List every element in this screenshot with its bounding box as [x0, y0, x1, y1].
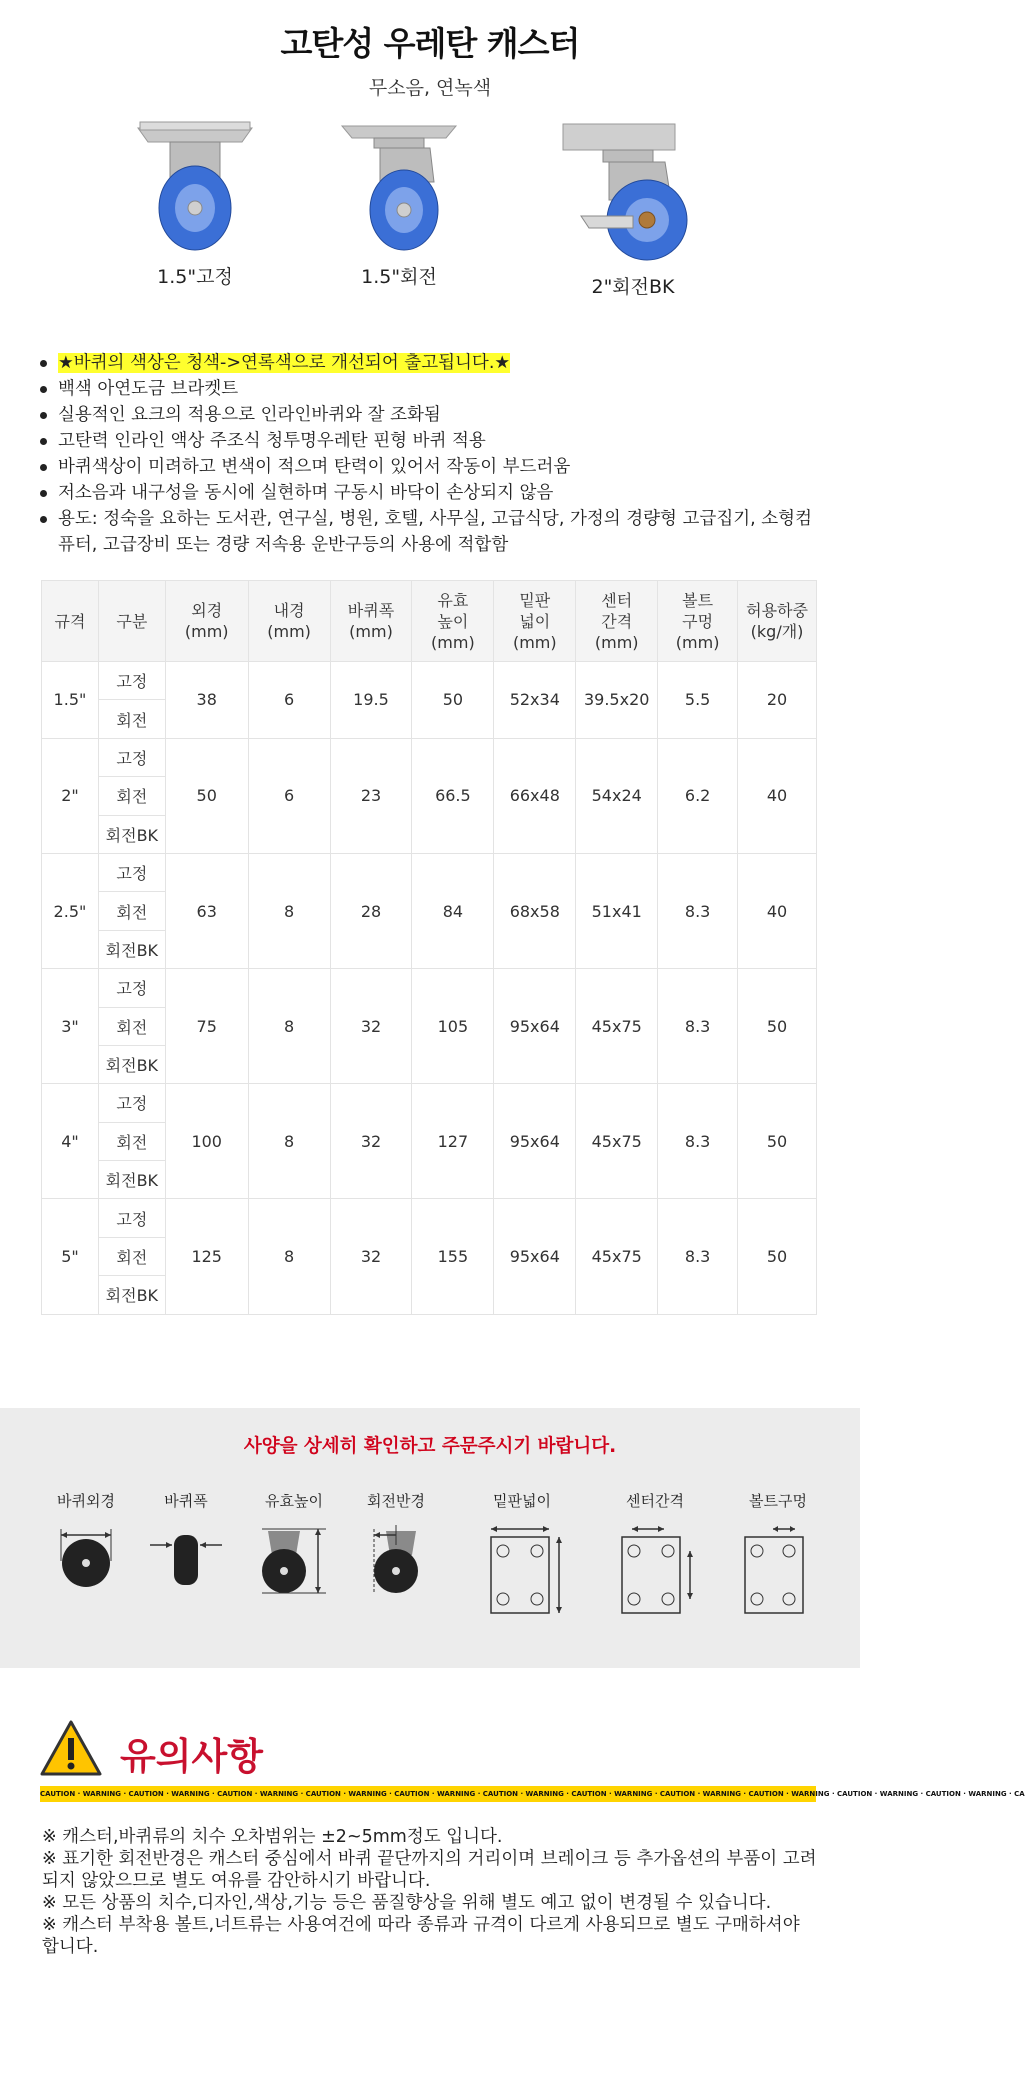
- spec-value-cell: 38: [165, 662, 248, 739]
- swivel-radius-icon: [356, 1521, 436, 1601]
- spec-value-cell: 19.5: [330, 662, 412, 739]
- spec-value-cell: 40: [738, 853, 817, 968]
- guide-item-swivel-radius: [356, 1490, 436, 1601]
- spec-type-cell: 회전: [98, 777, 165, 815]
- effective-height-icon: [254, 1521, 334, 1601]
- spec-type-cell: 고정: [98, 1199, 165, 1237]
- spec-type-cell: 고정: [98, 1084, 165, 1122]
- spec-value-cell: 66.5: [412, 738, 494, 853]
- spec-type-cell: 고정: [98, 969, 165, 1007]
- spec-column-header: 구분: [98, 581, 165, 662]
- fixed-caster-image: [130, 116, 260, 254]
- feature-item-highlight: ★바퀴의 색상은 청색->연록색으로 개선되어 출고됩니다.★: [40, 350, 820, 376]
- spec-table-body: [42, 662, 817, 1315]
- spec-value-cell: 155: [412, 1199, 494, 1314]
- spec-row: [42, 738, 817, 776]
- spec-column-header: 밑판 넓이 (mm): [494, 581, 576, 662]
- spec-value-cell: 6: [248, 738, 330, 853]
- spec-value-cell: 50: [165, 738, 248, 853]
- spec-row: [42, 1084, 817, 1122]
- spec-type-cell: 고정: [98, 738, 165, 776]
- spec-value-cell: 6.2: [658, 738, 738, 853]
- spec-value-cell: 8.3: [658, 1084, 738, 1199]
- caution-title: 유의사항: [120, 1735, 263, 1778]
- spec-value-cell: 32: [330, 1199, 412, 1314]
- spec-value-cell: 50: [738, 1199, 817, 1314]
- spec-value-cell: 45x75: [576, 1199, 658, 1314]
- spec-row: [42, 662, 817, 700]
- page-title: 고탄성 우레탄 캐스터: [280, 24, 580, 63]
- spec-value-cell: 8: [248, 1084, 330, 1199]
- spec-value-cell: 50: [412, 662, 494, 739]
- spec-type-cell: 회전: [98, 1237, 165, 1275]
- spec-value-cell: 50: [738, 969, 817, 1084]
- feature-item: 저소음과 내구성을 동시에 실현하며 구동시 바닥이 손상되지 않음: [40, 480, 820, 506]
- spec-value-cell: 32: [330, 1084, 412, 1199]
- product-caption: 2"회전BK: [591, 276, 675, 298]
- spec-value-cell: 52x34: [494, 662, 576, 739]
- spec-value-cell: 105: [412, 969, 494, 1084]
- spec-row: [42, 1199, 817, 1237]
- feature-item: 용도: 정숙을 요하는 도서관, 연구실, 병원, 호텔, 사무실, 고급식당, 가정의 경량형 고급집기, 소형컴퓨터, 고급장비 또는 경량 저속용 운반구등의 사용에 적합함: [40, 506, 820, 558]
- spec-value-cell: 20: [738, 662, 817, 739]
- product-swivel-brake: [548, 116, 718, 299]
- guide-label: 밑판넓이: [493, 1492, 551, 1510]
- spec-type-cell: 회전BK: [98, 1276, 165, 1314]
- wheel-diameter-icon: [51, 1521, 121, 1591]
- spec-value-cell: 125: [165, 1199, 248, 1314]
- guide-label: 볼트구멍: [749, 1492, 807, 1510]
- spec-column-header: 볼트 구멍 (mm): [658, 581, 738, 662]
- spec-type-cell: 회전BK: [98, 1045, 165, 1083]
- product-fixed: [120, 116, 270, 289]
- spec-value-cell: 8.3: [658, 969, 738, 1084]
- guide-label: 바퀴폭: [164, 1492, 208, 1510]
- spec-value-cell: 23: [330, 738, 412, 853]
- plate-size-icon: [477, 1521, 567, 1621]
- page-header: [0, 0, 860, 100]
- spec-value-cell: 8: [248, 853, 330, 968]
- spec-type-cell: 회전BK: [98, 815, 165, 853]
- caution-note: ※ 모든 상품의 치수,디자인,색상,기능 등은 품질향상을 위해 별도 예고 없이 변경될 수 있습니다.: [42, 1893, 772, 1913]
- spec-column-header: 외경 (mm): [165, 581, 248, 662]
- page-subtitle: 무소음, 연녹색: [368, 77, 492, 99]
- feature-item: 실용적인 요크의 적용으로 인라인바퀴와 잘 조화됨: [40, 402, 820, 428]
- swivel-caster-image: [334, 116, 464, 254]
- spec-value-cell: 51x41: [576, 853, 658, 968]
- feature-item: 백색 아연도금 브라켓트: [40, 376, 820, 402]
- spec-size-cell: 3": [42, 969, 99, 1084]
- spec-value-cell: 5.5: [658, 662, 738, 739]
- spec-size-cell: 4": [42, 1084, 99, 1199]
- spec-type-cell: 고정: [98, 853, 165, 891]
- caution-note: ※ 캐스터 부착용 볼트,너트류는 사용여건에 따라 종류과 규격이 다르게 사용되므로 별도 구매하셔야 합니다.: [42, 1915, 800, 1957]
- spec-column-header: 센터 간격 (mm): [576, 581, 658, 662]
- spec-value-cell: 66x48: [494, 738, 576, 853]
- guide-title: 사양을 상세히 확인하고 주문주시기 바랍니다.: [243, 1436, 617, 1457]
- spec-type-cell: 회전: [98, 892, 165, 930]
- spec-value-cell: 8.3: [658, 1199, 738, 1314]
- spec-size-cell: 1.5": [42, 662, 99, 739]
- spec-column-header: 허용하중 (kg/개): [738, 581, 817, 662]
- guide-item-wheel-width: [146, 1490, 226, 1591]
- caution-note: ※ 표기한 회전반경은 캐스터 중심에서 바퀴 끝단까지의 거리이며 브레이크 등 추가옵션의 부품이 고려되지 않았으므로 별도 여유를 감안하시기 바랍니다.: [42, 1849, 817, 1891]
- caution-tape: CAUTION · WARNING · CAUTION · WARNING · CAUTION · WARNING · CAUTION · WARNING · CAUTION · WARNING · CAUTION · WARNING · CAUTION · WARNING · CAUTION · WARNING · CAUTION · WARNING · CAUTION · WARNING · CAUTION · WARNING · CA: [40, 1786, 816, 1802]
- bolt-hole-icon: [733, 1521, 823, 1621]
- spec-value-cell: 8.3: [658, 853, 738, 968]
- spec-size-cell: 2": [42, 738, 99, 853]
- spec-value-cell: 28: [330, 853, 412, 968]
- spec-column-header: 규격: [42, 581, 99, 662]
- spec-value-cell: 100: [165, 1084, 248, 1199]
- product-caption: 1.5"고정: [157, 266, 233, 288]
- spec-value-cell: 75: [165, 969, 248, 1084]
- spec-value-cell: 45x75: [576, 1084, 658, 1199]
- center-distance-icon: [610, 1521, 700, 1621]
- spec-type-cell: 회전: [98, 1122, 165, 1160]
- guide-label: 센터간격: [626, 1492, 684, 1510]
- spec-value-cell: 40: [738, 738, 817, 853]
- spec-value-cell: 32: [330, 969, 412, 1084]
- spec-value-cell: 8: [248, 969, 330, 1084]
- spec-type-cell: 고정: [98, 662, 165, 700]
- spec-value-cell: 95x64: [494, 1199, 576, 1314]
- spec-value-cell: 54x24: [576, 738, 658, 853]
- spec-row: [42, 853, 817, 891]
- spec-row: [42, 969, 817, 1007]
- spec-value-cell: 6: [248, 662, 330, 739]
- spec-value-cell: 68x58: [494, 853, 576, 968]
- wheel-width-icon: [146, 1521, 226, 1591]
- spec-type-cell: 회전: [98, 700, 165, 738]
- spec-type-cell: 회전: [98, 1007, 165, 1045]
- feature-item: 바퀴색상이 미려하고 변색이 적으며 탄력이 있어서 작동이 부드러움: [40, 454, 820, 480]
- spec-value-cell: 95x64: [494, 969, 576, 1084]
- guide-item-plate-size: [477, 1490, 567, 1621]
- spec-column-header: 유효 높이 (mm): [412, 581, 494, 662]
- spec-value-cell: 127: [412, 1084, 494, 1199]
- spec-value-cell: 45x75: [576, 969, 658, 1084]
- product-gallery: [0, 116, 860, 306]
- product-caption: 1.5"회전: [361, 266, 437, 288]
- guide-item-effective-height: [254, 1490, 334, 1601]
- swivel-brake-caster-image: [553, 116, 713, 264]
- spec-size-cell: 5": [42, 1199, 99, 1314]
- spec-column-header: 바퀴폭 (mm): [330, 581, 412, 662]
- spec-value-cell: 39.5x20: [576, 662, 658, 739]
- spec-column-header: 내경 (mm): [248, 581, 330, 662]
- spec-table: [41, 580, 817, 1315]
- caution-notes: [42, 1826, 822, 1958]
- product-swivel: [324, 116, 474, 289]
- spec-value-cell: 84: [412, 853, 494, 968]
- spec-table-header: [42, 581, 817, 662]
- warning-icon: [40, 1720, 102, 1776]
- spec-guide-section: [0, 1408, 860, 1668]
- spec-type-cell: 회전BK: [98, 1161, 165, 1199]
- spec-type-cell: 회전BK: [98, 930, 165, 968]
- guide-label: 바퀴외경: [57, 1492, 115, 1510]
- guide-label: 유효높이: [265, 1492, 323, 1510]
- caution-header: [40, 1720, 263, 1780]
- caution-note: ※ 캐스터,바퀴류의 치수 오차범위는 ±2~5mm정도 입니다.: [42, 1827, 503, 1847]
- spec-value-cell: 8: [248, 1199, 330, 1314]
- guide-item-center-distance: [610, 1490, 700, 1621]
- guide-item-bolt-hole: [733, 1490, 823, 1621]
- feature-item: 고탄력 인라인 액상 주조식 청투명우레탄 핀형 바퀴 적용: [40, 428, 820, 454]
- spec-size-cell: 2.5": [42, 853, 99, 968]
- guide-item-wheel-diameter: [46, 1490, 126, 1591]
- guide-label: 회전반경: [367, 1492, 425, 1510]
- feature-list: [0, 350, 860, 558]
- spec-value-cell: 63: [165, 853, 248, 968]
- spec-value-cell: 95x64: [494, 1084, 576, 1199]
- spec-value-cell: 50: [738, 1084, 817, 1199]
